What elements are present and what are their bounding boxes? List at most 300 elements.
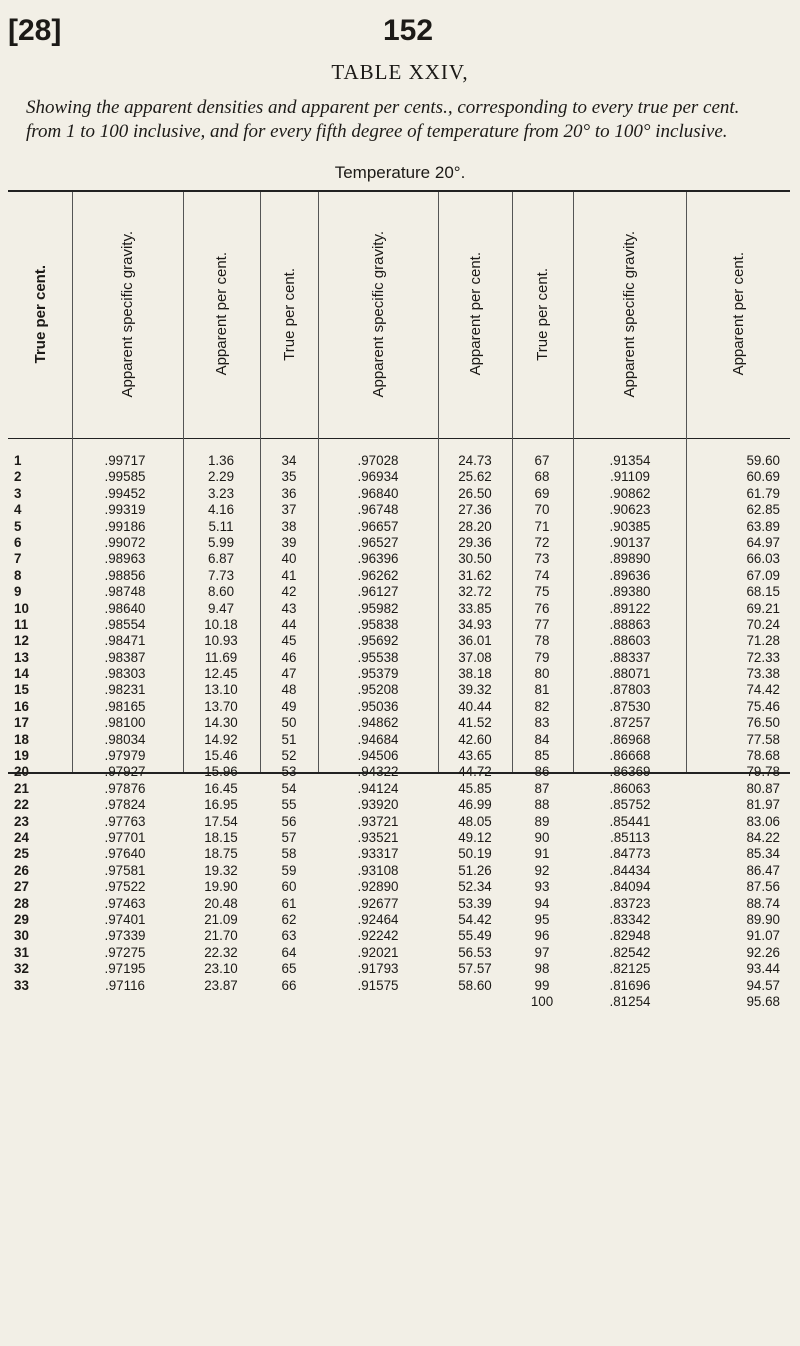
table-cell: .97463 — [104, 895, 146, 911]
column-true-percent-3 — [518, 453, 566, 1010]
table-cell: .84434 — [609, 862, 651, 878]
table-cell: 46 — [281, 649, 297, 665]
table-cell: 74.42 — [746, 682, 780, 698]
table-cell: .97640 — [104, 846, 146, 862]
table-cell: .95036 — [357, 698, 399, 714]
table-cell: 48 — [281, 682, 297, 698]
table-cell: 81 — [534, 682, 550, 698]
table-cell: 87 — [534, 780, 550, 796]
table-cell: 42.60 — [458, 731, 492, 747]
table-cell: .95379 — [357, 666, 399, 682]
table-cell: 40.44 — [458, 698, 492, 714]
table-cell: 42 — [281, 584, 297, 600]
table-cell: .93108 — [357, 862, 399, 878]
table-cell: 89 — [534, 813, 550, 829]
table-cell: 59.60 — [746, 453, 780, 468]
table-cell: 3 — [14, 485, 22, 501]
table-cell: .96748 — [357, 502, 399, 518]
table-cell: 32.72 — [458, 584, 492, 600]
table-cell: 93.44 — [746, 961, 780, 977]
table-cell: 28 — [14, 895, 29, 911]
table-cell: 47 — [281, 666, 297, 682]
table-cell: 43.65 — [458, 748, 492, 764]
table-cell: 40 — [281, 551, 297, 567]
table-cell: 55.49 — [458, 928, 492, 944]
table-cell: 98 — [534, 961, 550, 977]
table-cell: 59 — [281, 862, 297, 878]
table-cell: 2.29 — [207, 469, 235, 485]
table-cell: .85441 — [609, 813, 651, 829]
table-cell: 86.47 — [746, 862, 780, 878]
table-cell: .94506 — [357, 748, 399, 764]
table-cell: 80.87 — [746, 780, 780, 796]
column-header-apparent-gravity: Apparent specific gravity. — [621, 230, 638, 398]
table-cell: 69.21 — [746, 600, 780, 616]
table-cell: 1.36 — [207, 453, 235, 468]
table-cell: 36 — [281, 485, 297, 501]
table-cell: .86668 — [609, 748, 651, 764]
table-cell: 50 — [281, 715, 297, 731]
table-cell: .94684 — [357, 731, 399, 747]
table-cell: 93 — [534, 879, 550, 895]
table-cell: .84773 — [609, 846, 651, 862]
table-cell: 79 — [534, 649, 550, 665]
table-cell: .82125 — [609, 961, 651, 977]
table-cell: 57.57 — [458, 961, 492, 977]
table-cell: 12.45 — [204, 666, 238, 682]
table-cell: .94322 — [357, 764, 399, 780]
table-cell: .98303 — [104, 666, 146, 682]
table-cell: 15 — [14, 682, 29, 698]
table-cell: .97195 — [104, 961, 146, 977]
table-cell: 19.90 — [204, 879, 238, 895]
table-cell: 20 — [14, 764, 29, 780]
page-number-center: 152 — [383, 14, 434, 47]
table-cell: 1 — [14, 453, 22, 468]
table-cell: 34 — [281, 453, 297, 468]
table-cell: 52 — [281, 748, 297, 764]
page-header — [8, 14, 792, 54]
table-header-rule — [8, 438, 790, 439]
table-cell: 9 — [14, 584, 22, 600]
table-cell: 68 — [534, 469, 550, 485]
table-cell: .91575 — [357, 977, 399, 993]
table-cell: 82 — [534, 698, 550, 714]
table-cell: 23 — [14, 813, 29, 829]
table-cell: 27 — [14, 879, 29, 895]
table-cell: 78.68 — [746, 748, 780, 764]
table-cell: 61 — [281, 895, 297, 911]
table-cell: .98231 — [104, 682, 146, 698]
column-percent-1 — [190, 453, 252, 994]
table-cell: 24 — [14, 829, 29, 845]
column-percent-2 — [444, 453, 506, 994]
table-cell: .95838 — [357, 616, 399, 632]
table-cell: 49.12 — [458, 829, 492, 845]
table-cell: 15.46 — [204, 748, 238, 764]
table-cell: 62 — [281, 911, 297, 927]
table-cell: .97581 — [104, 862, 146, 878]
table-cell: 83 — [534, 715, 550, 731]
table-cell: 92.26 — [746, 944, 780, 960]
table-cell: 22.32 — [204, 944, 238, 960]
table-cell: 85 — [534, 748, 550, 764]
table-cell: 71.28 — [746, 633, 780, 649]
table-cell: 48.05 — [458, 813, 492, 829]
table-cell: .81696 — [609, 977, 651, 993]
table-cell: 79.78 — [746, 764, 780, 780]
table-cell: 4.16 — [207, 502, 235, 518]
table-cell: .99319 — [104, 502, 146, 518]
table-cell: 58.60 — [458, 977, 492, 993]
table-cell: 67 — [534, 453, 550, 468]
table-cell: .90862 — [609, 485, 651, 501]
table-cell: .89122 — [609, 600, 651, 616]
table-cell: 100 — [530, 993, 554, 1009]
table-cell: 6 — [14, 534, 22, 550]
table-cell: .91109 — [610, 469, 650, 485]
table-cell: 37.08 — [458, 649, 492, 665]
table-cell: 91.07 — [746, 928, 780, 944]
table-cell: 66.03 — [746, 551, 780, 567]
column-header-true-percent: True per cent. — [31, 264, 49, 364]
table-cell: 50.19 — [458, 846, 492, 862]
table-cell: .87257 — [609, 715, 651, 731]
table-cell: .97927 — [104, 764, 146, 780]
table-cell: 22 — [14, 797, 29, 813]
table-cell: 70.24 — [746, 616, 780, 632]
table-cell: 83.06 — [746, 813, 780, 829]
table-cell: 13 — [14, 649, 29, 665]
table-cell: 87.56 — [746, 879, 780, 895]
table-cell: 62.85 — [746, 502, 780, 518]
table-cell: 7.73 — [207, 567, 235, 583]
table-cell: 19 — [14, 748, 29, 764]
table-cell: 28.20 — [458, 518, 492, 534]
table-cell: 25 — [14, 846, 29, 862]
table-cell: 19.32 — [204, 862, 238, 878]
table-cell: .97275 — [104, 944, 146, 960]
column-gravity-1 — [80, 453, 170, 994]
column-true-percent-1 — [14, 453, 44, 994]
table-cell: .95692 — [357, 633, 399, 649]
table-cell: 44.72 — [458, 764, 492, 780]
table-cell: 69 — [534, 485, 550, 501]
table-cell: .97401 — [104, 911, 146, 927]
table-cell: 39 — [281, 534, 297, 550]
table-cell: .84094 — [609, 879, 651, 895]
table-cell: 8.60 — [207, 584, 235, 600]
table-cell: 30 — [14, 928, 29, 944]
column-true-percent-2 — [266, 453, 312, 994]
table-cell: 63.89 — [746, 518, 780, 534]
table-cell: 16 — [14, 698, 29, 714]
table-cell: .92464 — [357, 911, 399, 927]
table-cell: 53.39 — [458, 895, 492, 911]
table-cell: 4 — [14, 502, 22, 518]
table-cell: 84 — [534, 731, 550, 747]
table-cell: 16.95 — [204, 797, 238, 813]
table-cell: 73 — [534, 551, 550, 567]
table-cell: .86968 — [609, 731, 651, 747]
table-cell: .89380 — [609, 584, 651, 600]
table-cell: .92677 — [357, 895, 399, 911]
table-cell: .99186 — [104, 518, 146, 534]
table-cell: .97522 — [104, 879, 146, 895]
table-cell: 76 — [534, 600, 550, 616]
table-cell: .95982 — [357, 600, 399, 616]
table-cell: .85752 — [609, 797, 651, 813]
table-cell: 81.97 — [746, 797, 780, 813]
table-cell: .97028 — [357, 453, 399, 468]
table-cell: .87803 — [609, 682, 651, 698]
table-cell: 68.15 — [746, 584, 780, 600]
table-cell: 27.36 — [458, 502, 492, 518]
table-cell: .90623 — [609, 502, 651, 518]
table-cell: .98165 — [104, 698, 146, 714]
column-header-true-percent: True per cent. — [534, 267, 551, 361]
table-cell: .99452 — [104, 485, 146, 501]
table-cell: .96396 — [357, 551, 399, 567]
column-header-true-percent: True per cent. — [280, 267, 298, 361]
table-cell: 77.58 — [746, 731, 780, 747]
table-cell: 14 — [14, 666, 29, 682]
table-cell: 23.10 — [204, 961, 238, 977]
column-header-apparent-gravity: Apparent specific gravity. — [369, 230, 387, 398]
table-cell: 20.48 — [204, 895, 238, 911]
page-number-left: [28] — [8, 14, 62, 47]
table-cell: .92242 — [357, 928, 399, 944]
table-cell: 44 — [281, 616, 297, 632]
table-cell: .82948 — [609, 928, 651, 944]
table-cell: 67.09 — [746, 567, 780, 583]
table-cell: 21.70 — [204, 928, 238, 944]
table-cell: .98856 — [104, 567, 146, 583]
table-cell: 35 — [281, 469, 297, 485]
table-cell: 23.87 — [204, 977, 238, 993]
table-cell: .86063 — [609, 780, 651, 796]
table-cell: 39.32 — [458, 682, 492, 698]
column-percent-3 — [700, 453, 780, 1010]
table-cell: 72 — [534, 534, 550, 550]
table-cell: 5.99 — [207, 534, 235, 550]
table-cell: 73.38 — [746, 666, 780, 682]
table-cell: 41 — [281, 567, 297, 583]
table-cell: 88 — [534, 797, 550, 813]
table-cell: 46.99 — [458, 797, 492, 813]
table-cell: 5 — [14, 518, 22, 534]
table-cell: .97116 — [105, 977, 145, 993]
table-cell: 54 — [281, 780, 297, 796]
table-cell: 18 — [14, 731, 29, 747]
table-cell: .86369 — [609, 764, 651, 780]
table-cell: 60 — [281, 879, 297, 895]
table-cell: .94124 — [357, 780, 399, 796]
table-cell: .92021 — [357, 944, 399, 960]
temperature-label: Temperature 20°. — [334, 163, 466, 182]
table-cell: 14.30 — [204, 715, 238, 731]
table-cell: .99585 — [104, 469, 146, 485]
table-cell: 63 — [281, 928, 297, 944]
table-cell: 16.45 — [204, 780, 238, 796]
table-cell: 6.87 — [207, 551, 235, 567]
table-cell: .96127 — [357, 584, 399, 600]
table-cell: 11 — [14, 616, 29, 632]
table-cell: 75.46 — [746, 698, 780, 714]
table-cell: .98963 — [104, 551, 146, 567]
table-cell: .91354 — [609, 453, 651, 468]
table-cell: .96527 — [357, 534, 399, 550]
table-cell: 60.69 — [746, 469, 780, 485]
table-cell: 9.47 — [207, 600, 235, 616]
table-cell: .81254 — [609, 993, 651, 1009]
table-cell: .93721 — [357, 813, 399, 829]
table-cell: 65 — [281, 961, 297, 977]
table-cell: 80 — [534, 666, 550, 682]
table-cell: .93920 — [357, 797, 399, 813]
table-cell: 51 — [281, 731, 297, 747]
table-cell: 55 — [281, 797, 297, 813]
table-cell: .88603 — [609, 633, 651, 649]
table-cell: 56.53 — [458, 944, 492, 960]
table-cell: 89.90 — [746, 911, 780, 927]
table-cell: 7 — [14, 551, 22, 567]
table-cell: 94 — [534, 895, 550, 911]
table-cell: .83723 — [609, 895, 651, 911]
table-cell: .91793 — [357, 961, 399, 977]
table-cell: 53 — [281, 764, 297, 780]
table-cell: 72.33 — [746, 649, 780, 665]
table-cell: 45 — [281, 633, 297, 649]
table-cell: 32 — [14, 961, 29, 977]
table-cell: 5.11 — [208, 518, 234, 534]
table-cell: 34.93 — [458, 616, 492, 632]
table-cell: .99072 — [104, 534, 146, 550]
table-cell: 43 — [281, 600, 297, 616]
table-cell: 95.68 — [746, 993, 780, 1009]
table-cell: .89890 — [609, 551, 651, 567]
column-header-apparent-percent: Apparent per cent. — [213, 252, 230, 376]
table-cell: .95538 — [357, 649, 399, 665]
table-cell: 57 — [281, 829, 297, 845]
column-gravity-3 — [582, 453, 678, 1010]
table-cell: 76.50 — [746, 715, 780, 731]
table-cell: 29 — [14, 911, 29, 927]
table-cell: .92890 — [357, 879, 399, 895]
table-cell: .98387 — [104, 649, 146, 665]
table-cell: 33.85 — [458, 600, 492, 616]
table-cell: .96934 — [357, 469, 399, 485]
table-cell: .98640 — [104, 600, 146, 616]
table-cell: 51.26 — [458, 862, 492, 878]
table-cell: 17.54 — [204, 813, 238, 829]
table-cell: 11.69 — [204, 649, 238, 665]
table-cell: 56 — [281, 813, 297, 829]
table-cell: 52.34 — [458, 879, 492, 895]
table-cell: 64.97 — [746, 534, 780, 550]
table-cell: .98100 — [104, 715, 146, 731]
table-cell: 26.50 — [458, 485, 492, 501]
table-cell: .83342 — [609, 911, 651, 927]
table-cell: 84.22 — [746, 829, 780, 845]
table-cell: 31.62 — [458, 567, 492, 583]
table-caption: Showing the apparent densities and apparent per cents., corresponding to every true per cent. from 1 to 100 inclusive, and for every fifth degree of temperature from 20° to 100° inclusive. — [26, 97, 740, 142]
column-header-apparent-percent: Apparent per cent. — [466, 252, 484, 376]
table-cell: 36.01 — [458, 633, 492, 649]
table-cell: .98554 — [104, 616, 146, 632]
table-cell: 21.09 — [204, 911, 238, 927]
table-cell: 25.62 — [458, 469, 492, 485]
column-header-apparent-gravity: Apparent specific gravity. — [119, 230, 136, 398]
table-cell: 12 — [14, 633, 29, 649]
table-cell: 94.57 — [746, 977, 780, 993]
table-cell: .89636 — [609, 567, 651, 583]
table-cell: 86 — [534, 764, 550, 780]
table-cell: .98748 — [104, 584, 146, 600]
table-cell: 66 — [281, 977, 297, 993]
table-cell: .95208 — [357, 682, 399, 698]
table-cell: 38.18 — [458, 666, 492, 682]
table-cell: 90 — [534, 829, 550, 845]
table-cell: 49 — [281, 698, 297, 714]
table-cell: 41.52 — [458, 715, 492, 731]
table-cell: 10 — [14, 600, 29, 616]
table-cell: 13.70 — [204, 698, 238, 714]
table-cell: .98471 — [104, 633, 146, 649]
table-cell: .96262 — [357, 567, 399, 583]
column-gravity-2 — [330, 453, 426, 994]
table-cell: 37 — [281, 502, 297, 518]
table-cell: 3.23 — [207, 485, 235, 501]
table-cell: .87530 — [609, 698, 651, 714]
table-cell: 18.75 — [204, 846, 238, 862]
column-header-apparent-percent: Apparent per cent. — [729, 252, 747, 376]
table-cell: 13.10 — [204, 682, 238, 698]
table-cell: 71 — [534, 518, 550, 534]
table-cell: 88.74 — [746, 895, 780, 911]
table-cell: 61.79 — [746, 485, 780, 501]
table-cell: 2 — [14, 469, 22, 485]
table-cell: .97876 — [104, 780, 146, 796]
table-cell: 8 — [14, 567, 22, 583]
table-cell: .88863 — [609, 616, 651, 632]
table-cell: 17 — [14, 715, 29, 731]
table-cell: .96657 — [357, 518, 399, 534]
table-cell: .90137 — [609, 534, 651, 550]
table-cell: 91 — [534, 846, 550, 862]
table-cell: 21 — [14, 780, 29, 796]
table-cell: 24.73 — [458, 453, 492, 468]
table-cell: .98034 — [104, 731, 146, 747]
table-cell: 74 — [534, 567, 550, 583]
table-cell: 78 — [534, 633, 550, 649]
table-cell: .97979 — [104, 748, 146, 764]
table-cell: 92 — [534, 862, 550, 878]
table-cell: 97 — [534, 944, 550, 960]
table-cell: 14.92 — [204, 731, 238, 747]
table-cell: .97701 — [104, 829, 146, 845]
table-cell: 77 — [534, 616, 550, 632]
table-cell: 33 — [14, 977, 29, 993]
table-cell: 10.18 — [204, 616, 238, 632]
table-cell: .93521 — [357, 829, 399, 845]
table-cell: 18.15 — [204, 829, 238, 845]
table-cell: .96840 — [357, 485, 399, 501]
table-title: TABLE XXIV, — [331, 60, 469, 84]
table-cell: .85113 — [610, 829, 650, 845]
table-cell: .93317 — [357, 846, 399, 862]
table-cell: .82542 — [609, 944, 651, 960]
